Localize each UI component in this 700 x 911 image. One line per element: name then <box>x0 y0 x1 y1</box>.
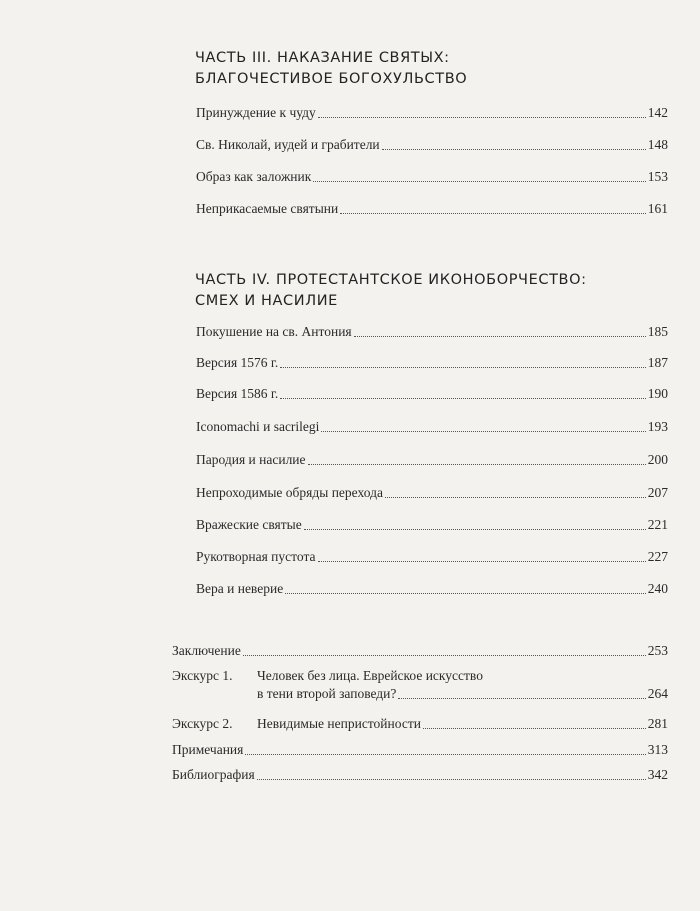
toc-entry-excursus2 <box>257 715 668 733</box>
entry-page: 227 <box>647 549 668 564</box>
entry-title: Непроходимые обряды перехода <box>196 485 383 500</box>
entry-title: Iconomachi и sacrilegi <box>196 419 320 434</box>
excursus1-title-line1: Человек без лица. Еврейское искусство <box>257 668 483 683</box>
entry-title: Покушение на св. Антония <box>196 324 352 339</box>
part3-heading-line1: ЧАСТЬ III. НАКАЗАНИЕ СВЯТЫХ: <box>195 50 450 66</box>
entry-page: 185 <box>647 324 668 339</box>
part3-heading <box>195 48 467 90</box>
entry-title: Вера и неверие <box>196 581 284 596</box>
dot-leader <box>423 728 646 729</box>
toc-entry <box>196 385 668 403</box>
part4-heading <box>195 270 587 312</box>
entry-page: 207 <box>647 485 668 500</box>
dot-leader <box>382 149 646 150</box>
toc-entry-notes <box>172 741 668 759</box>
entry-page: 342 <box>647 767 668 782</box>
entry-title: Неприкасаемые святыни <box>196 201 339 216</box>
dot-leader <box>280 367 645 368</box>
entry-page: 264 <box>647 686 668 701</box>
entry-title: Версия 1586 г. <box>196 386 279 401</box>
part3-heading-line2: БЛАГОЧЕСТИВОЕ БОГОХУЛЬСТВО <box>195 71 468 87</box>
entry-page: 313 <box>647 742 668 757</box>
dot-leader <box>245 754 645 755</box>
dot-leader <box>340 213 646 214</box>
entry-title: Рукотворная пустота <box>196 549 316 564</box>
entry-page: 193 <box>647 419 668 434</box>
excursus1-prefix: Экскурс 1. <box>172 668 233 683</box>
dot-leader <box>354 336 646 337</box>
dot-leader <box>398 698 645 699</box>
dot-leader <box>318 117 646 118</box>
entry-title: Принуждение к чуду <box>196 105 316 120</box>
toc-entry <box>196 418 668 436</box>
part4-heading-line1: ЧАСТЬ IV. ПРОТЕСТАНТСКОЕ ИКОНОБОРЧЕСТВО: <box>195 272 587 288</box>
excursus1-title-line2: в тени второй заповеди? <box>257 686 397 701</box>
entry-page: 200 <box>647 452 668 467</box>
entry-title: Пародия и насилие <box>196 452 306 467</box>
toc-entry-bibliography <box>172 766 668 784</box>
toc-entry <box>196 136 668 154</box>
entry-title: Примечания <box>172 742 244 757</box>
entry-title: Версия 1576 г. <box>196 355 279 370</box>
toc-entry <box>196 484 668 502</box>
dot-leader <box>308 464 646 465</box>
toc-entry <box>196 548 668 566</box>
entry-page: 153 <box>647 169 668 184</box>
entry-title: Заключение <box>172 643 241 658</box>
entry-page: 148 <box>647 137 668 152</box>
dot-leader <box>280 398 645 399</box>
entry-page: 187 <box>647 355 668 370</box>
entry-page: 281 <box>647 716 668 731</box>
dot-leader <box>243 655 646 656</box>
entry-page: 190 <box>647 386 668 401</box>
toc-entry <box>196 200 668 218</box>
toc-entry <box>196 354 668 372</box>
entry-title: Библиография <box>172 767 255 782</box>
entry-title: Образ как заложник <box>196 169 312 184</box>
entry-page: 240 <box>647 581 668 596</box>
toc-entry <box>196 580 668 598</box>
dot-leader <box>321 431 645 432</box>
entry-title: Св. Николай, иудей и грабители <box>196 137 380 152</box>
entry-page: 161 <box>647 201 668 216</box>
dot-leader <box>313 181 645 182</box>
part4-heading-line2: СМЕХ И НАСИЛИЕ <box>195 293 338 309</box>
entry-title: Вражеские святые <box>196 517 302 532</box>
dot-leader <box>285 593 646 594</box>
dot-leader <box>304 529 646 530</box>
entry-page: 253 <box>647 643 668 658</box>
toc-entry <box>196 104 668 122</box>
entry-page: 142 <box>647 105 668 120</box>
dot-leader <box>318 561 646 562</box>
toc-entry <box>196 323 668 341</box>
dot-leader <box>257 779 646 780</box>
entry-title: Невидимые непристойности <box>257 716 421 731</box>
toc-entry <box>196 451 668 469</box>
toc-entry-conclusion <box>172 642 668 660</box>
dot-leader <box>385 497 646 498</box>
excursus2-prefix: Экскурс 2. <box>172 716 233 731</box>
toc-entry <box>196 516 668 534</box>
entry-page: 221 <box>647 517 668 532</box>
toc-entry <box>196 168 668 186</box>
toc-entry-excursus1 <box>257 667 668 703</box>
